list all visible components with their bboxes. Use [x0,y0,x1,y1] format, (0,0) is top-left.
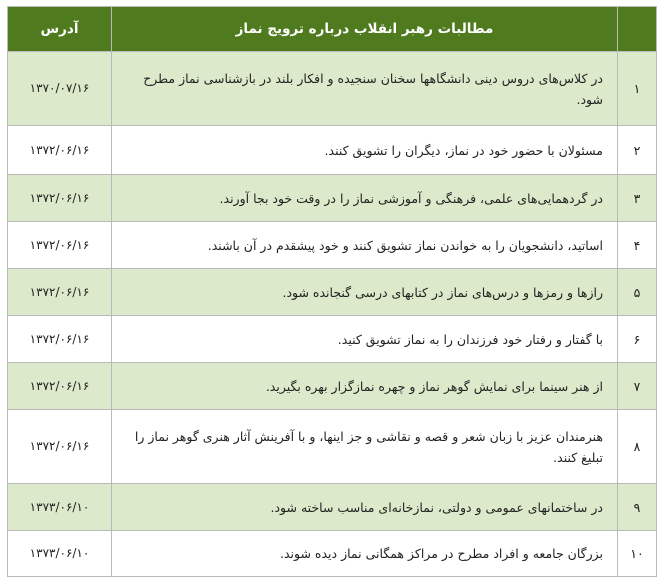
row-address: ۱۳۷۲/۰۶/۱۶ [8,363,112,410]
table-row [8,316,657,363]
row-number: ۸ [618,410,657,484]
row-address: ۱۳۷۲/۰۶/۱۶ [8,126,112,175]
row-address: ۱۳۷۲/۰۶/۱۶ [8,269,112,316]
table-row [8,531,657,577]
prayer-demands-table [7,6,657,577]
row-statement: مسئولان با حضور خود در نماز، دیگران را تشویق کنند. [112,126,618,175]
row-statement: در گردهمایی‌های علمی، فرهنگی و آموزشی نماز را در وقت خود بجا آورند. [112,175,618,222]
row-statement: بزرگان جامعه و افراد مطرح در مراکز همگانی نماز دیده شوند. [112,531,618,577]
row-address: ۱۳۷۳/۰۶/۱۰ [8,484,112,531]
table-row [8,363,657,410]
row-address: ۱۳۷۲/۰۶/۱۶ [8,175,112,222]
row-address: ۱۳۷۲/۰۶/۱۶ [8,410,112,484]
table-row [8,484,657,531]
prayer-demands-table-container [7,6,657,577]
row-statement: در ساختمانهای عمومی و دولتی، نمازخانه‌ای مناسب ساخته شود. [112,484,618,531]
statement-column-header: مطالبات رهبر انقلاب درباره ترویج نماز [112,7,618,52]
table-row [8,222,657,269]
table-header-row [8,7,657,52]
row-address: ۱۳۷۲/۰۶/۱۶ [8,222,112,269]
table-row [8,126,657,175]
row-number: ۶ [618,316,657,363]
row-number: ۴ [618,222,657,269]
row-address: ۱۳۷۲/۰۶/۱۶ [8,316,112,363]
row-statement: در کلاس‌های دروس دینی دانشگاهها سخنان سنجیده و افکار بلند در بازشناسی نماز مطرح شود. [112,52,618,126]
row-statement: با گفتار و رفتار خود فرزندان را به نماز تشویق کنید. [112,316,618,363]
row-address: ۱۳۷۳/۰۶/۱۰ [8,531,112,577]
row-number: ۱ [618,52,657,126]
row-number: ۲ [618,126,657,175]
address-column-header: آدرس [8,7,112,52]
table-row [8,269,657,316]
number-column-header [618,7,657,52]
row-statement: هنرمندان عزیز با زبان شعر و قصه و نقاشی و جز اینها، و با آفرینش آثار هنری گوهر نماز را تبلیغ کنند. [112,410,618,484]
row-number: ۳ [618,175,657,222]
row-statement: رازها و رمزها و درس‌های نماز در کتابهای درسی گنجانده شود. [112,269,618,316]
row-number: ۵ [618,269,657,316]
row-number: ۹ [618,484,657,531]
table-row [8,410,657,484]
row-address: ۱۳۷۰/۰۷/۱۶ [8,52,112,126]
row-statement: از هنر سینما برای نمایش گوهر نماز و چهره نمازگزار بهره بگیرید. [112,363,618,410]
row-number: ۷ [618,363,657,410]
table-row [8,52,657,126]
row-statement: اساتید، دانشجویان را به خواندن نماز تشویق کنند و خود پیشقدم در آن باشند. [112,222,618,269]
table-row [8,175,657,222]
row-number: ۱۰ [618,531,657,577]
